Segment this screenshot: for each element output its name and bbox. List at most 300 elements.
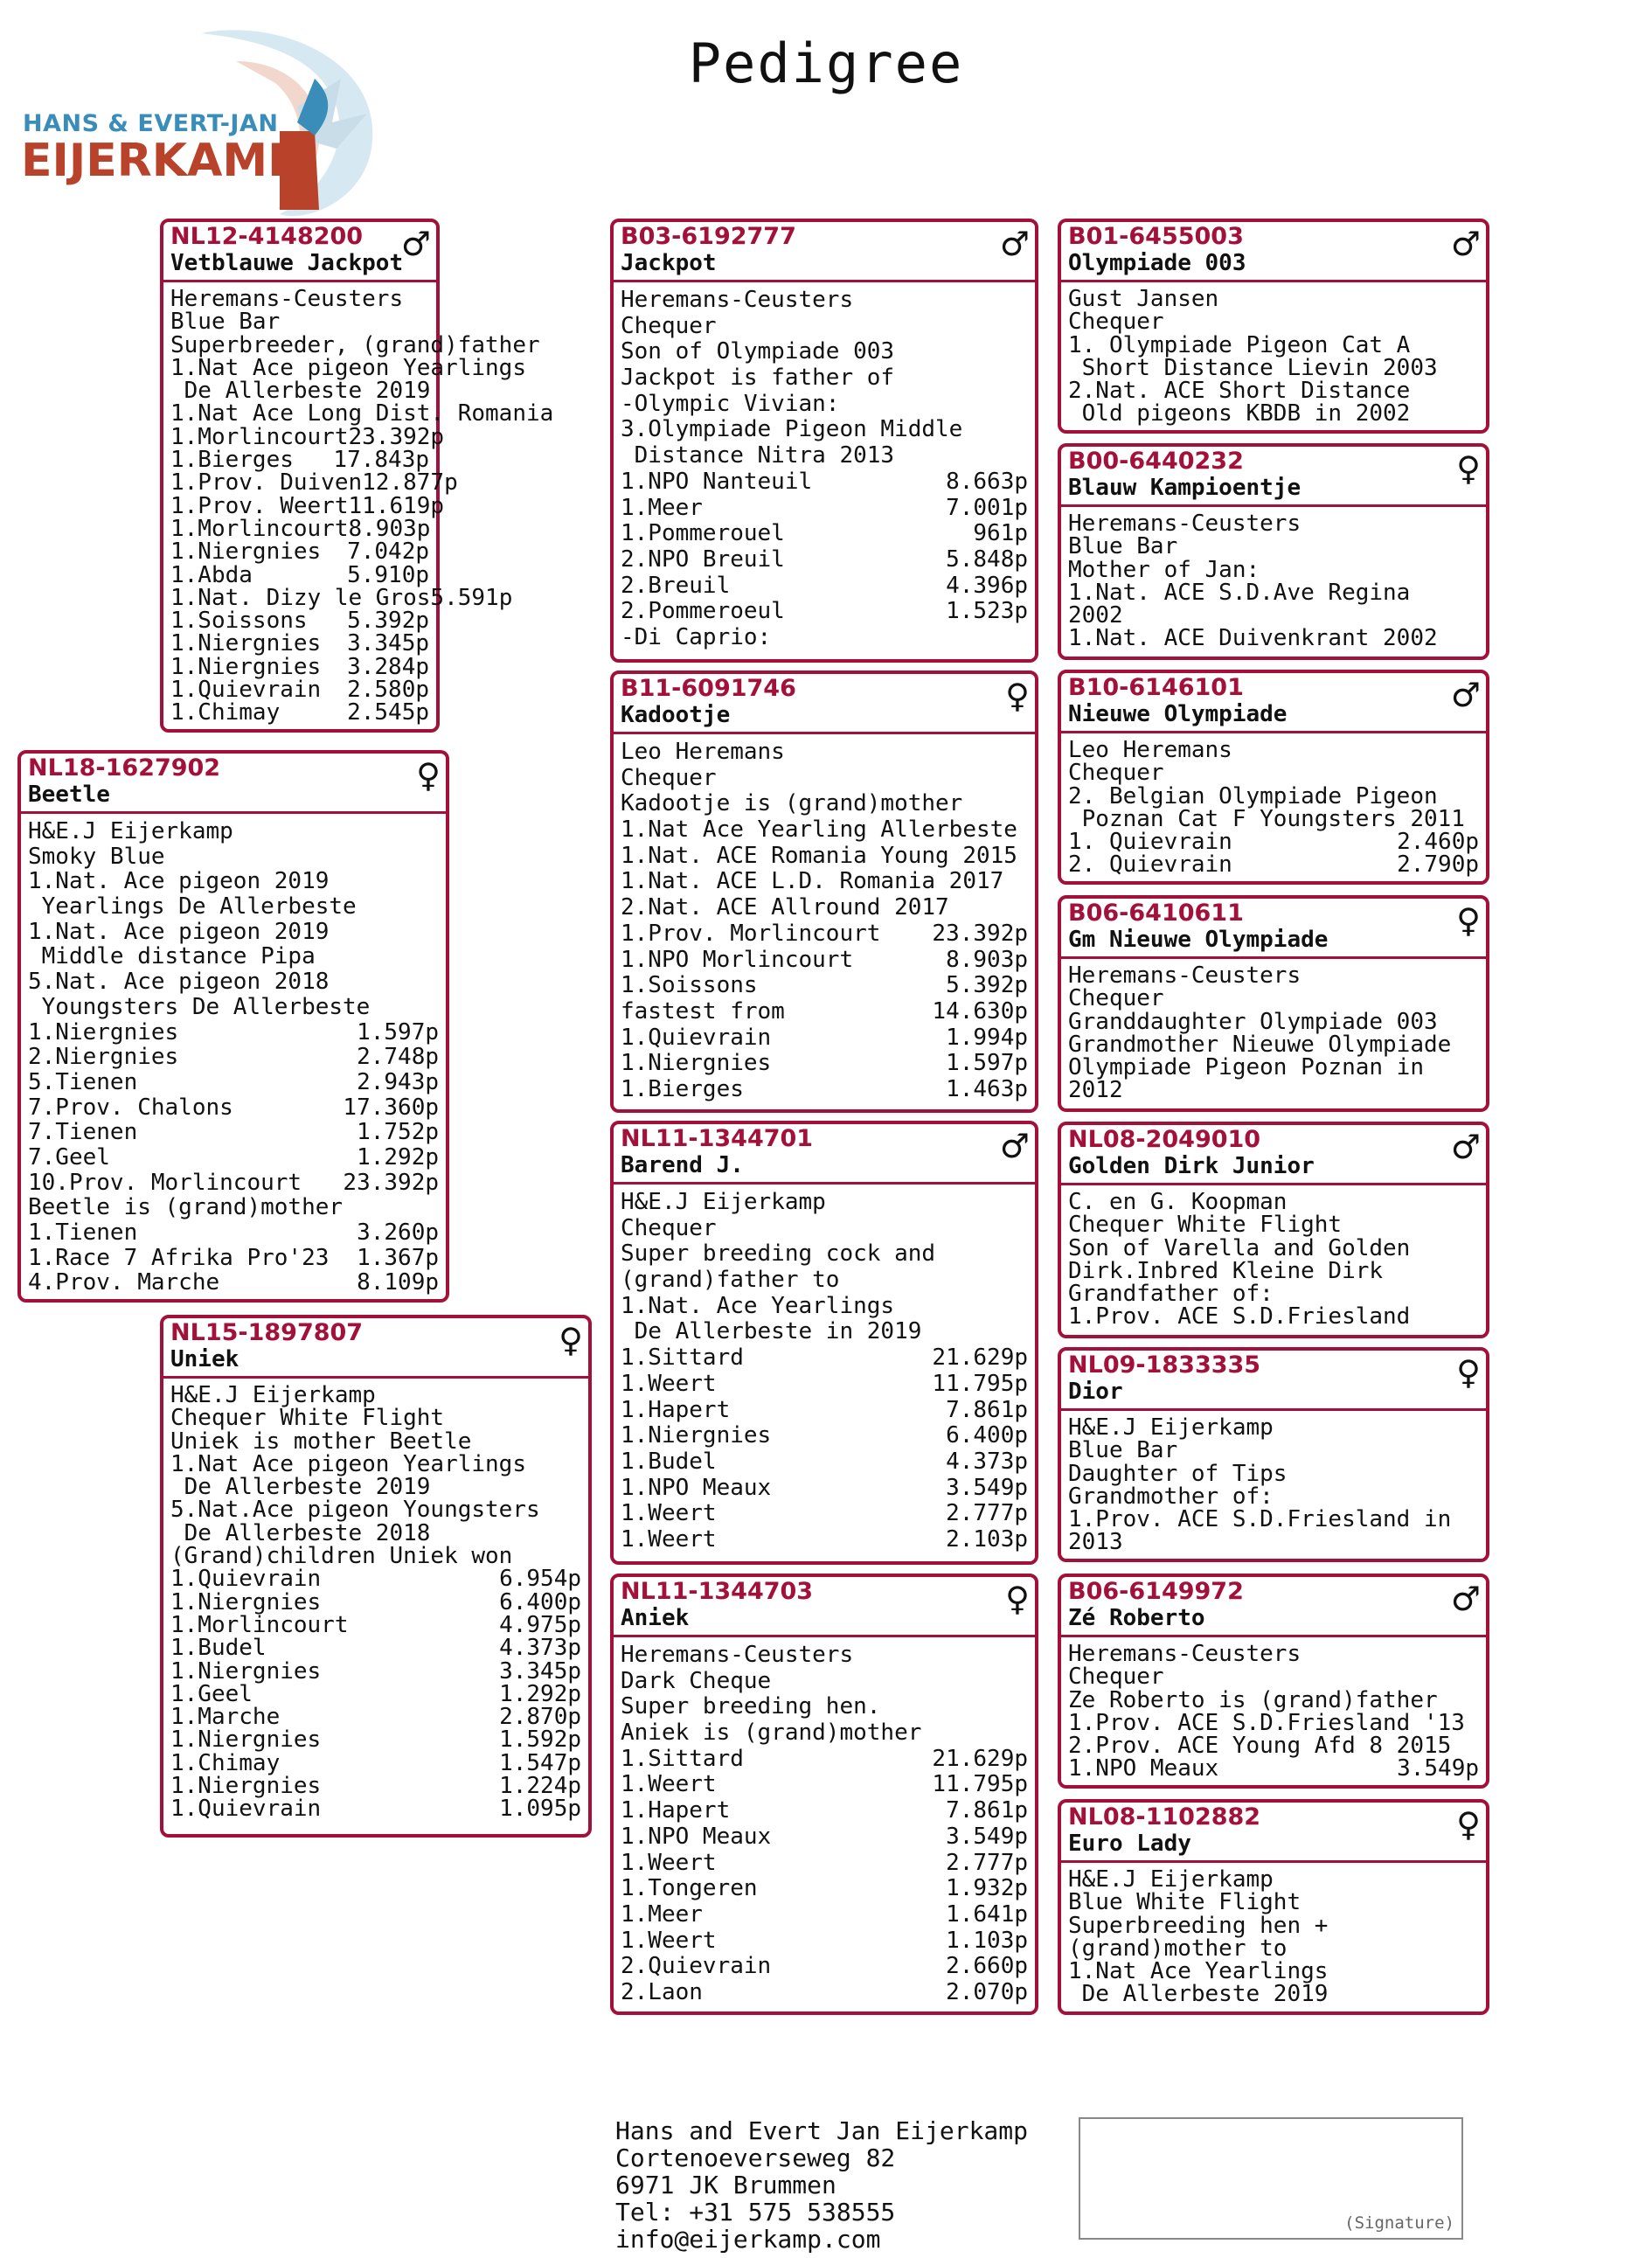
race-name: fastest from (621, 997, 785, 1025)
result-row (621, 573, 1028, 600)
race-name: 1.Quievrain (170, 677, 322, 704)
result-row (621, 1772, 1028, 1798)
female-icon: ♀ (559, 1321, 583, 1359)
result-row (621, 948, 1028, 974)
race-points: 2.870p (499, 1704, 581, 1731)
race-points: 4.396p (946, 572, 1028, 599)
race-name: 1.Soissons (621, 972, 758, 999)
result-row (621, 1527, 1028, 1553)
info-line: Blue Bar (1068, 1437, 1178, 1464)
race-points: 5.910p (347, 561, 429, 588)
ring-digits: 12-4148200 (205, 223, 364, 250)
race-points: 8.109p (357, 1269, 439, 1296)
card-body (614, 282, 1035, 655)
pigeon-name: Dior (1068, 1379, 1123, 1405)
footer-address (615, 2117, 1028, 2253)
pigeon-name: Uniek (170, 1346, 239, 1372)
ring-country: B (1068, 223, 1086, 250)
result-row (170, 677, 429, 704)
result-row (621, 1980, 1028, 2006)
info-line: Chequer (1068, 1664, 1164, 1691)
race-name: 1.Meer (621, 1900, 703, 1928)
race-name: 4.Prov. Marche (28, 1269, 220, 1296)
ring-digits: 11-1344701 (655, 1125, 814, 1152)
card-body (614, 1637, 1035, 2010)
race-points: 3.260p (357, 1219, 439, 1246)
pigeon-name: Olympiade 003 (1068, 250, 1246, 276)
ring-number (1068, 1579, 1479, 1605)
race-points: 2.790p (1397, 851, 1479, 879)
race-points: 2.943p (357, 1068, 439, 1095)
pigeon-name: Zé Roberto (1068, 1605, 1205, 1631)
race-name: 1.NPO Nanteuil (621, 468, 813, 495)
result-row (28, 1020, 439, 1046)
info-line: 1.Nat. Ace pigeon 2019 (28, 868, 330, 895)
card-body (614, 1185, 1035, 1557)
pedigree-card-ggs-2 (1058, 670, 1489, 885)
race-name: 1. Quievrain (1068, 829, 1232, 856)
ring-country: NL (1068, 1126, 1103, 1153)
race-points: 8.663p (946, 468, 1028, 495)
race-name: 1.Niergnies (170, 538, 322, 566)
ring-digits: 15-1897807 (205, 1319, 364, 1346)
logo (17, 26, 393, 214)
info-line: De Allerbeste in 2019 (621, 1318, 922, 1345)
ring-digits: 18-1627902 (62, 754, 221, 782)
card-header (1061, 222, 1486, 282)
info-line: H&E.J Eijerkamp (170, 1382, 376, 1408)
result-row (28, 1120, 439, 1145)
race-name: 1.Geel (170, 1680, 253, 1707)
race-points: 4.373p (499, 1635, 581, 1662)
result-row (621, 999, 1028, 1025)
pigeon-name: Golden Dirk Junior (1068, 1153, 1315, 1179)
race-points: 1.752p (357, 1119, 439, 1146)
result-row (170, 423, 445, 450)
result-row (621, 1747, 1028, 1773)
info-line: Middle distance Pipa (28, 943, 316, 970)
race-points: 11.795p (932, 1370, 1028, 1397)
info-line: Chequer (1068, 309, 1164, 336)
ring-number (1068, 448, 1479, 475)
pigeon-name: Jackpot (621, 250, 717, 276)
ring-country: B (1068, 448, 1086, 475)
female-icon: ♀ (1005, 1580, 1030, 1618)
ring-digits: 01-6455003 (1086, 223, 1244, 250)
race-points: 14.630p (932, 997, 1028, 1025)
info-line: Dark Cheque (621, 1667, 772, 1694)
race-points: 961p (973, 520, 1028, 547)
card-body (614, 734, 1035, 1107)
race-name: 1.Marche (170, 1704, 281, 1731)
info-line: De Allerbeste 2018 (170, 1519, 431, 1546)
ring-number (621, 1579, 1028, 1605)
race-points: 2.103p (946, 1525, 1028, 1553)
result-row (621, 1798, 1028, 1824)
race-points: 11.619p (348, 492, 445, 519)
result-row (170, 701, 429, 724)
info-line: Distance Nitra 2013 (621, 442, 895, 469)
race-name: 1.Prov. Weert (170, 492, 349, 519)
race-points: 5.591p (430, 584, 513, 611)
page-title: Pedigree (688, 31, 964, 95)
result-row (621, 1902, 1028, 1928)
result-row (170, 1635, 581, 1662)
footer-name: Hans and Evert Jan Eijerkamp (615, 2116, 1029, 2145)
result-row (621, 496, 1028, 522)
info-line: Youngsters De Allerbeste (28, 993, 371, 1020)
ring-digits: 11-1344703 (655, 1578, 814, 1605)
card-body (1061, 282, 1486, 429)
race-points: 5.392p (347, 608, 429, 635)
race-name: 2.Laon (621, 1978, 703, 2005)
result-row (1068, 851, 1479, 879)
race-points: 1.103p (946, 1927, 1028, 1954)
race-name: 1.Weert (621, 1927, 717, 1954)
info-line: Chequer (621, 1214, 717, 1241)
result-row (170, 653, 429, 680)
ring-number (1068, 224, 1479, 250)
ring-number (621, 224, 1028, 250)
result-row (621, 1876, 1028, 1902)
race-name: 2.Quievrain (621, 1953, 772, 1980)
ring-country: NL (1068, 1803, 1103, 1831)
race-name: 1.Chimay (170, 699, 281, 726)
result-row (1068, 1757, 1479, 1780)
info-line: Heremans-Ceusters (1068, 962, 1301, 989)
female-icon: ♀ (416, 756, 441, 795)
card-header (614, 674, 1035, 734)
race-name: 1.Quievrain (170, 1796, 322, 1823)
info-line: Heremans-Ceusters (621, 1642, 854, 1668)
card-header (163, 222, 436, 282)
ring-digits: 11-6091746 (638, 675, 796, 702)
result-row (621, 1398, 1028, 1424)
info-line: H&E.J Eijerkamp (621, 1189, 826, 1215)
info-line: Chequer (621, 764, 717, 791)
pedigree-card-ggd-4 (1058, 1799, 1489, 2015)
female-icon: ♀ (1456, 901, 1481, 940)
info-line: 2012 (1068, 1077, 1123, 1104)
card-header (1061, 899, 1486, 959)
result-row (28, 1145, 439, 1171)
pedigree-card-grandsire-2 (610, 1121, 1038, 1565)
card-header (163, 1318, 588, 1379)
race-points: 2.748p (357, 1044, 439, 1071)
info-line: -Di Caprio: (621, 623, 772, 650)
info-line: Blue Bar (1068, 533, 1178, 560)
pedigree-card-granddam (610, 670, 1038, 1113)
race-name: 1.Weert (621, 1849, 717, 1876)
race-name: 1.Niergnies (170, 653, 322, 680)
male-icon: ♂ (1450, 1580, 1481, 1618)
race-name: 1.Prov. Duiven (170, 469, 363, 497)
race-points: 21.629p (932, 1745, 1028, 1772)
race-points: 7.001p (946, 494, 1028, 521)
result-row (621, 921, 1028, 948)
race-name: 1.Race 7 Afrika Pro'23 (28, 1244, 330, 1271)
male-icon: ♂ (999, 1127, 1030, 1165)
ring-country: B (621, 223, 639, 250)
info-line: De Allerbeste 2019 (170, 1474, 431, 1501)
result-row (621, 1824, 1028, 1851)
result-row (28, 1095, 439, 1121)
info-line: Leo Heremans (621, 739, 785, 765)
info-line: Uniek is mother Beetle (170, 1428, 472, 1455)
race-name: 1.Meer (621, 494, 703, 521)
race-points: 2.777p (946, 1849, 1028, 1876)
ring-country: NL (28, 754, 63, 782)
result-row (170, 447, 429, 474)
ring-digits: 08-1102882 (1102, 1803, 1261, 1831)
result-row (621, 599, 1028, 625)
info-line: Beetle is (grand)mother (28, 1194, 344, 1221)
card-body (163, 1379, 588, 1824)
card-header (1061, 1803, 1486, 1863)
race-name: 1.Niergnies (170, 1588, 322, 1615)
female-icon: ♀ (1005, 677, 1030, 715)
ring-digits: 08-2049010 (1102, 1126, 1261, 1153)
race-points: 11.795p (932, 1771, 1028, 1798)
ring-number (1068, 1804, 1479, 1831)
race-points: 2.545p (347, 699, 429, 726)
race-points: 1.367p (357, 1244, 439, 1271)
race-points: 5.392p (946, 972, 1028, 999)
footer-email[interactable]: info@eijerkamp.com (615, 2225, 881, 2254)
race-name: 7.Prov. Chalons (28, 1094, 233, 1121)
info-line: Chequer White Flight (1068, 1212, 1343, 1239)
footer-city: 6971 JK Brummen (615, 2171, 836, 2199)
race-points: 7.042p (347, 538, 429, 566)
info-line: (Grand)children Uniek won (170, 1543, 513, 1570)
info-line: Super breeding cock and (621, 1240, 936, 1268)
pigeon-name: Euro Lady (1068, 1831, 1191, 1857)
ring-number (170, 224, 429, 250)
result-row (621, 469, 1028, 496)
male-icon: ♂ (400, 225, 431, 263)
info-line: Heremans-Ceusters (1068, 1641, 1301, 1667)
race-name: 1.NPO Morlincourt (621, 946, 854, 973)
ring-number (1068, 900, 1479, 927)
race-points: 2.660p (946, 1953, 1028, 1980)
result-row (621, 1423, 1028, 1449)
race-points: 8.903p (348, 515, 431, 542)
info-line: -Olympic Vivian: (621, 390, 840, 417)
card-body (1061, 1863, 1486, 2010)
pedigree-card-ggs-1 (1058, 219, 1489, 434)
card-body (21, 814, 446, 1299)
pedigree-card-sire (160, 219, 554, 733)
card-header (1061, 1351, 1486, 1411)
race-name: 1.NPO Meaux (621, 1474, 772, 1501)
ring-country: NL (170, 223, 205, 250)
pedigree-card-subject (17, 750, 449, 1303)
race-name: 1.Quievrain (170, 1566, 322, 1593)
race-name: 7.Geel (28, 1143, 110, 1171)
pedigree-card-granddam-2 (610, 1574, 1038, 2015)
ring-digits: 09-1833335 (1102, 1351, 1261, 1379)
race-name: 1.Sittard (621, 1344, 744, 1372)
info-line: Blue Bar (170, 309, 281, 336)
info-line: 2002 (1068, 602, 1123, 629)
info-line: 5.Nat. Ace pigeon 2018 (28, 969, 330, 996)
race-points: 3.549p (1397, 1755, 1479, 1782)
result-row (621, 973, 1028, 999)
info-line: (grand)mother to (1068, 1935, 1288, 1962)
footer-tel: Tel: +31 575 538555 (615, 2198, 896, 2227)
race-points: 1.592p (499, 1727, 581, 1754)
result-row (621, 1051, 1028, 1077)
result-row (28, 1045, 439, 1070)
info-line: 1.Nat. Ace pigeon 2019 (28, 918, 330, 945)
race-points: 3.549p (946, 1823, 1028, 1850)
info-line: Jackpot is father of (621, 365, 895, 392)
card-header (21, 754, 446, 814)
info-line: Olympiade Pigeon Poznan in (1068, 1054, 1424, 1081)
info-line: H&E.J Eijerkamp (1068, 1866, 1274, 1893)
info-line: C. en G. Koopman (1068, 1189, 1288, 1215)
info-line: 3.Olympiade Pigeon Middle (621, 416, 963, 443)
race-name: 1.Tienen (28, 1219, 138, 1246)
result-row (28, 1246, 439, 1271)
info-line: Chequer White Flight (170, 1405, 445, 1432)
race-points: 7.861p (946, 1396, 1028, 1423)
result-row (170, 1657, 581, 1685)
result-row (28, 1171, 439, 1196)
race-name: 1.Morlincourt (170, 423, 349, 450)
ring-number (170, 1320, 581, 1346)
ring-country: B (1068, 1578, 1086, 1605)
race-name: 1.Abda (170, 561, 253, 588)
info-line: 1.Nat. ACE Duivenkrant 2002 (1068, 625, 1438, 652)
info-line: 1.Prov. ACE S.D.Friesland '13 (1068, 1709, 1465, 1736)
race-points: 8.903p (946, 946, 1028, 973)
ring-number (1068, 675, 1479, 701)
info-line: Kadootje is (grand)mother (621, 790, 963, 817)
ring-number (1068, 1352, 1479, 1379)
info-line: Grandfather of: (1068, 1281, 1274, 1308)
info-line: Grandmother Nieuwe Olympiade (1068, 1031, 1452, 1058)
ring-country: NL (1068, 1351, 1103, 1379)
race-name: 5.Tienen (28, 1068, 138, 1095)
info-line: Yearlings De Allerbeste (28, 893, 357, 921)
info-line: Son of Varella and Golden (1068, 1234, 1411, 1261)
info-line: Smoky Blue (28, 843, 165, 870)
info-line: Mother of Jan: (1068, 556, 1260, 583)
ring-digits: 03-6192777 (638, 223, 796, 250)
result-row (170, 1611, 581, 1638)
card-body (1061, 1637, 1486, 1784)
race-name: 1.Sittard (621, 1745, 744, 1772)
info-line: Superbreeding hen + (1068, 1912, 1329, 1939)
info-line: Super breeding hen. (621, 1693, 881, 1720)
info-line: Grandmother of: (1068, 1483, 1274, 1510)
race-points: 21.629p (932, 1344, 1028, 1372)
race-name: 1.Weert (621, 1525, 717, 1553)
ring-country: NL (170, 1319, 205, 1346)
race-name: 1.Niergnies (170, 1657, 322, 1685)
result-row (28, 1070, 439, 1095)
pigeon-name: Beetle (28, 782, 110, 808)
card-header (614, 222, 1035, 282)
race-points: 1.597p (946, 1050, 1028, 1077)
result-row (28, 1220, 439, 1246)
race-points: 17.360p (343, 1094, 439, 1121)
race-points: 1.292p (357, 1143, 439, 1171)
result-row (170, 632, 429, 655)
result-row (170, 1704, 581, 1731)
race-name: 2. Quievrain (1068, 851, 1232, 879)
race-points: 1.547p (499, 1749, 581, 1776)
result-row (621, 1954, 1028, 1980)
pedigree-card-ggd-3 (1058, 1347, 1489, 1562)
info-line: 1.Nat Ace Yearling Allerbeste (621, 816, 1017, 844)
ring-digits: 06-6149972 (1086, 1578, 1244, 1605)
race-name: 1.Tongeren (621, 1875, 758, 1902)
race-name: 1.Weert (621, 1771, 717, 1798)
result-row (621, 1449, 1028, 1476)
race-points: 1.224p (499, 1773, 581, 1800)
card-header (1061, 1577, 1486, 1637)
race-points: 1.292p (499, 1680, 581, 1707)
pedigree-card-ggd-2 (1058, 895, 1489, 1112)
info-line: (grand)father to (621, 1267, 840, 1294)
result-row (170, 515, 431, 542)
info-line: Short Distance Lievin 2003 (1068, 354, 1438, 381)
race-name: 2.Pommeroeul (621, 598, 785, 625)
race-name: 1.NPO Meaux (621, 1823, 772, 1850)
info-line: 2.Prov. ACE Young Afd 8 2015 (1068, 1733, 1452, 1760)
ring-country: NL (621, 1125, 656, 1152)
card-header (1061, 673, 1486, 733)
result-row (621, 1928, 1028, 1955)
result-row (170, 1749, 581, 1776)
race-points: 2.070p (946, 1978, 1028, 2005)
result-row (170, 538, 429, 566)
race-points: 1.641p (946, 1900, 1028, 1928)
info-line: 1.Nat Ace Long Dist. Romania (170, 400, 554, 427)
female-icon: ♀ (1456, 1353, 1481, 1392)
info-line: 2.Nat. ACE Short Distance (1068, 378, 1411, 405)
male-icon: ♂ (1450, 1128, 1481, 1166)
card-header (1061, 447, 1486, 507)
card-body (1061, 1411, 1486, 1558)
info-line: 1.Prov. ACE S.D.Friesland (1068, 1303, 1411, 1330)
race-points: 12.877p (362, 469, 458, 497)
result-row (170, 1680, 581, 1707)
pigeon-name: Kadootje (621, 702, 731, 728)
race-name: 1.Hapert (621, 1396, 731, 1423)
ring-country: B (1068, 674, 1086, 701)
result-row (621, 1476, 1028, 1502)
info-line: 2.Nat. ACE Allround 2017 (621, 894, 949, 921)
race-points: 2.777p (946, 1500, 1028, 1527)
race-points: 23.392p (343, 1169, 439, 1196)
info-line: 1. Olympiade Pigeon Cat A (1068, 331, 1411, 358)
ring-number (621, 1126, 1028, 1152)
card-header (614, 1577, 1035, 1637)
race-name: 1.Chimay (170, 1749, 281, 1776)
result-row (170, 608, 429, 635)
result-row (170, 584, 513, 611)
race-name: 1.Pommerouel (621, 520, 785, 547)
race-name: 1.Bierges (170, 447, 294, 474)
pedigree-card-ggd-1 (1058, 443, 1489, 660)
info-line: Blue White Flight (1068, 1889, 1301, 1916)
result-row (170, 561, 429, 588)
ring-digits: 06-6410611 (1086, 900, 1244, 927)
info-line: 1.Nat Ace Yearlings (1068, 1958, 1329, 1985)
